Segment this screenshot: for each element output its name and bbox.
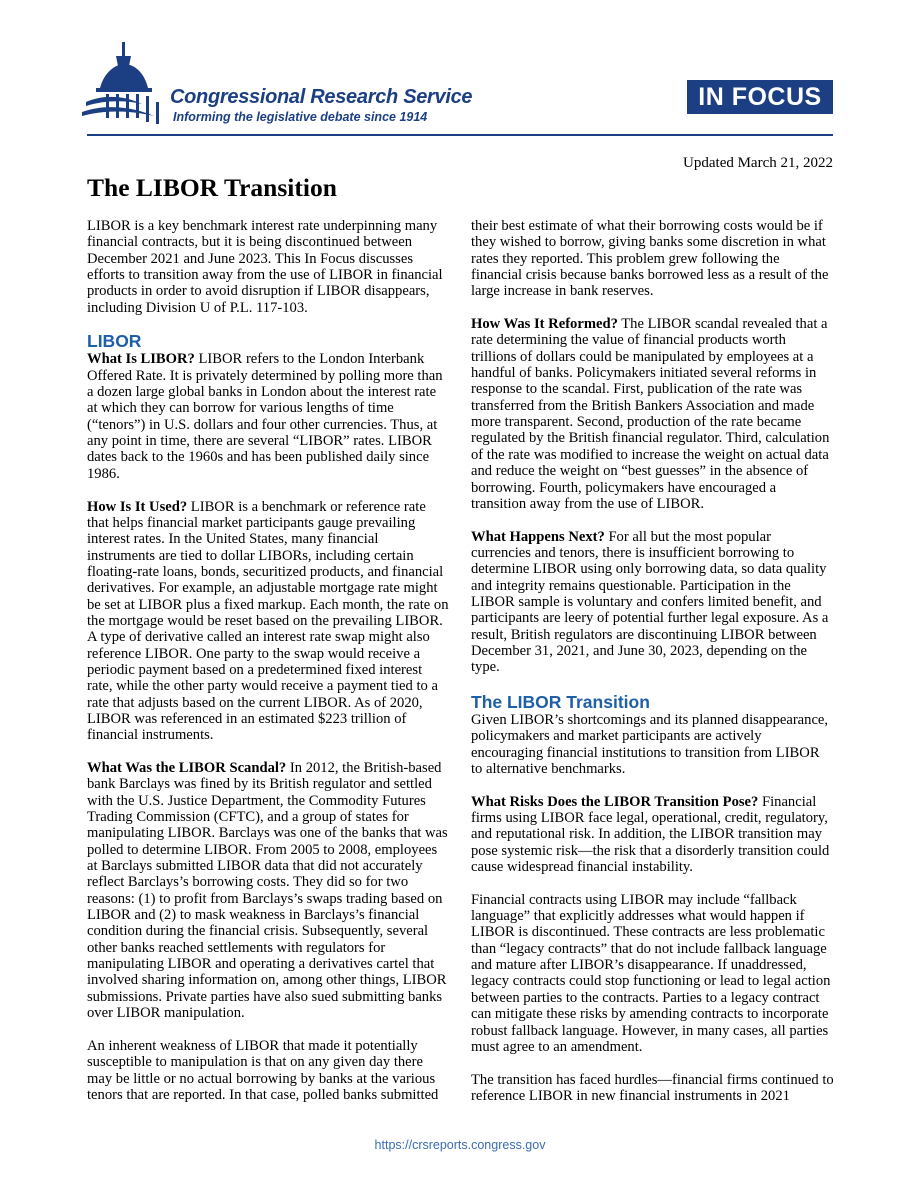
how-used-lead: How Is It Used?: [87, 498, 188, 515]
left-column: [87, 218, 450, 1120]
what-is-libor-body: LIBOR refers to the London Interbank Offered Rate. It is privately determined by polling more than a dozen large global banks in London about the interest rate at which they can borrow for various lengths of time (“tenors”) in U.S. dollars and four other currencies. Thus, at any point in time, there are several “LIBOR” rates. LIBOR dates back to the 1960s and has been published daily since 1986.: [87, 351, 443, 482]
section-heading-transition: The LIBOR Transition: [471, 691, 650, 712]
section-heading-libor: LIBOR: [87, 331, 142, 352]
page-title: The LIBOR Transition: [87, 173, 337, 202]
what-is-libor-lead: What Is LIBOR?: [87, 351, 195, 368]
hurdles-paragraph: The transition has faced hurdles—financial firms continued to reference LIBOR in new financial instruments in 2021: [471, 1071, 834, 1104]
right-column: [471, 218, 834, 1121]
next-lead: What Happens Next?: [471, 528, 605, 545]
reformed-lead: How Was It Reformed?: [471, 316, 618, 333]
next-body: For all but the most popular currencies and tenors, there is insufficient borrowing to determine LIBOR using only borrowing data, so data quality and integrity remains questionable. Participation in the LIBOR sample is voluntary and confers limited benefit, and participants are leery of potential further legal exposure. As a result, British regulators are discontinuing LIBOR between December 31, 2021, and June 30, 2023, depending on the type.: [471, 528, 829, 676]
reformed-paragraph: [471, 316, 834, 512]
org-name: Congressional Research Service: [170, 86, 473, 108]
updated-date: Updated March 21, 2022: [683, 155, 833, 171]
page-header: [0, 0, 920, 140]
org-tagline: Informing the legislative debate since 1914: [173, 110, 428, 124]
fallback-paragraph: Financial contracts using LIBOR may include “fallback language” that explicitly addresses what would happen if LIBOR is discontinued. These contracts are less problematic than “legacy contracts” that do not include fallback language and mature after LIBOR’s disappearance. If unaddressed, legacy contracts could stop functioning or lead to legal action between parties to the contracts. Parties to a legacy contract can mitigate these risks by amending contracts to incorporate robust fallback language. However, in many cases, all parties must agree to an amendment.: [471, 891, 831, 1055]
how-used-paragraph: [87, 499, 450, 744]
scandal-lead: What Was the LIBOR Scandal?: [87, 760, 287, 776]
what-is-libor-paragraph: [87, 351, 450, 482]
scandal-paragraph: [87, 760, 450, 1022]
risks-lead: What Risks Does the LIBOR Transition Pose?: [471, 793, 759, 810]
intro-paragraph: LIBOR is a key benchmark interest rate underpinning many financial contracts, but it is being discontinued between December 2021 and June 2023. This In Focus discusses efforts to transition away from the use of LIBOR in financial products in order to avoid disruption if LIBOR disappears, including Division U of P.L. 117-103.: [87, 218, 443, 316]
scandal-body: In 2012, the British-based bank Barclays was fined by its British regulator and settled with the U.S. Justice Department, the Commodity Futures Trading Commission (CFTC), and a group of states for manipulating LIBOR. Barclays was one of the banks that was polled to determine LIBOR. From 2005 to 2008, employees at Barclays submitted LIBOR data that did not accurately reflect Barclays’s borrowing costs. They did so for two reasons: (1) to profit from Barclays’s swaps trading based on LIBOR and (2) to mask weakness in Barclays’s financial condition during the financial crisis. Subsequently, several other banks reached settlements with regulators for manipulating LIBOR and operating a derivatives cartel that involved sharing information on, among other things, LIBOR submissions. Private parties have also sued submitting banks over LIBOR manipulation.: [87, 760, 448, 1022]
how-used-body: LIBOR is a benchmark or reference rate that helps financial market participants gauge prevailing interest rates. In the United States, many financial instruments are tied to dollar LIBORs, including certain floating-rate loans, bonds, securitized products, and financial derivatives. For example, an adjustable mortgage rate might be set at LIBOR plus a fixed markup. Each month, the rate on the mortgage would be reset based on the prevailing LIBOR. A type of derivative called an interest rate swap might also reference LIBOR. One party to the swap would receive a periodic payment based on a predetermined fixed interest rate, while the other party would receive a payment tied to a rate that adjusts based on the current LIBOR. As of 2020, LIBOR was referenced in an estimated $223 trillion of financial instruments.: [87, 498, 449, 744]
risks-paragraph: [471, 794, 834, 876]
continuation-paragraph: their best estimate of what their borrowing costs would be if they wished to borrow, giving banks some discretion in what rates they reported. This problem grew following the financial crisis because banks borrowed less as a result of the large increase in bank reserves.: [471, 218, 829, 300]
in-focus-badge: IN FOCUS: [687, 80, 833, 114]
weakness-paragraph: An inherent weakness of LIBOR that made it potentially susceptible to manipulation is that on any given day there may be little or no actual borrowing by banks at the various tenors that are reported. In that case, polled banks submitted: [87, 1037, 439, 1103]
transition-intro-paragraph: Given LIBOR’s shortcomings and its planned disappearance, policymakers and market participants are actively encouraging financial institutions to transition from LIBOR to alternative benchmarks.: [471, 711, 829, 777]
header-rule: [87, 134, 833, 136]
next-paragraph: [471, 529, 834, 676]
capitol-dome-icon: [82, 40, 168, 130]
risks-body: Financial firms using LIBOR face legal, operational, credit, regulatory, and reputational risk. In addition, the LIBOR transition may pose systemic risk—the risk that a disorderly transition could cause widespread financial instability.: [471, 793, 830, 876]
reformed-body: The LIBOR scandal revealed that a rate determining the value of financial products worth trillions of dollars could be manipulated by employees at a handful of banks. Policymakers initiated several reforms in response to the scandal. First, publication of the rate was transferred from the British Bankers Association and made more transparent. Second, production of the rate became regulated by the British financial regulator. Third, calculation of the rate was modified to increase the weight on actual data and reduce the weight on “best guesses” in the absence of borrowing. Fourth, policymakers have encouraged a transition away from the use of LIBOR.: [471, 316, 830, 512]
footer-url-link[interactable]: https://crsreports.congress.gov: [374, 1138, 546, 1152]
